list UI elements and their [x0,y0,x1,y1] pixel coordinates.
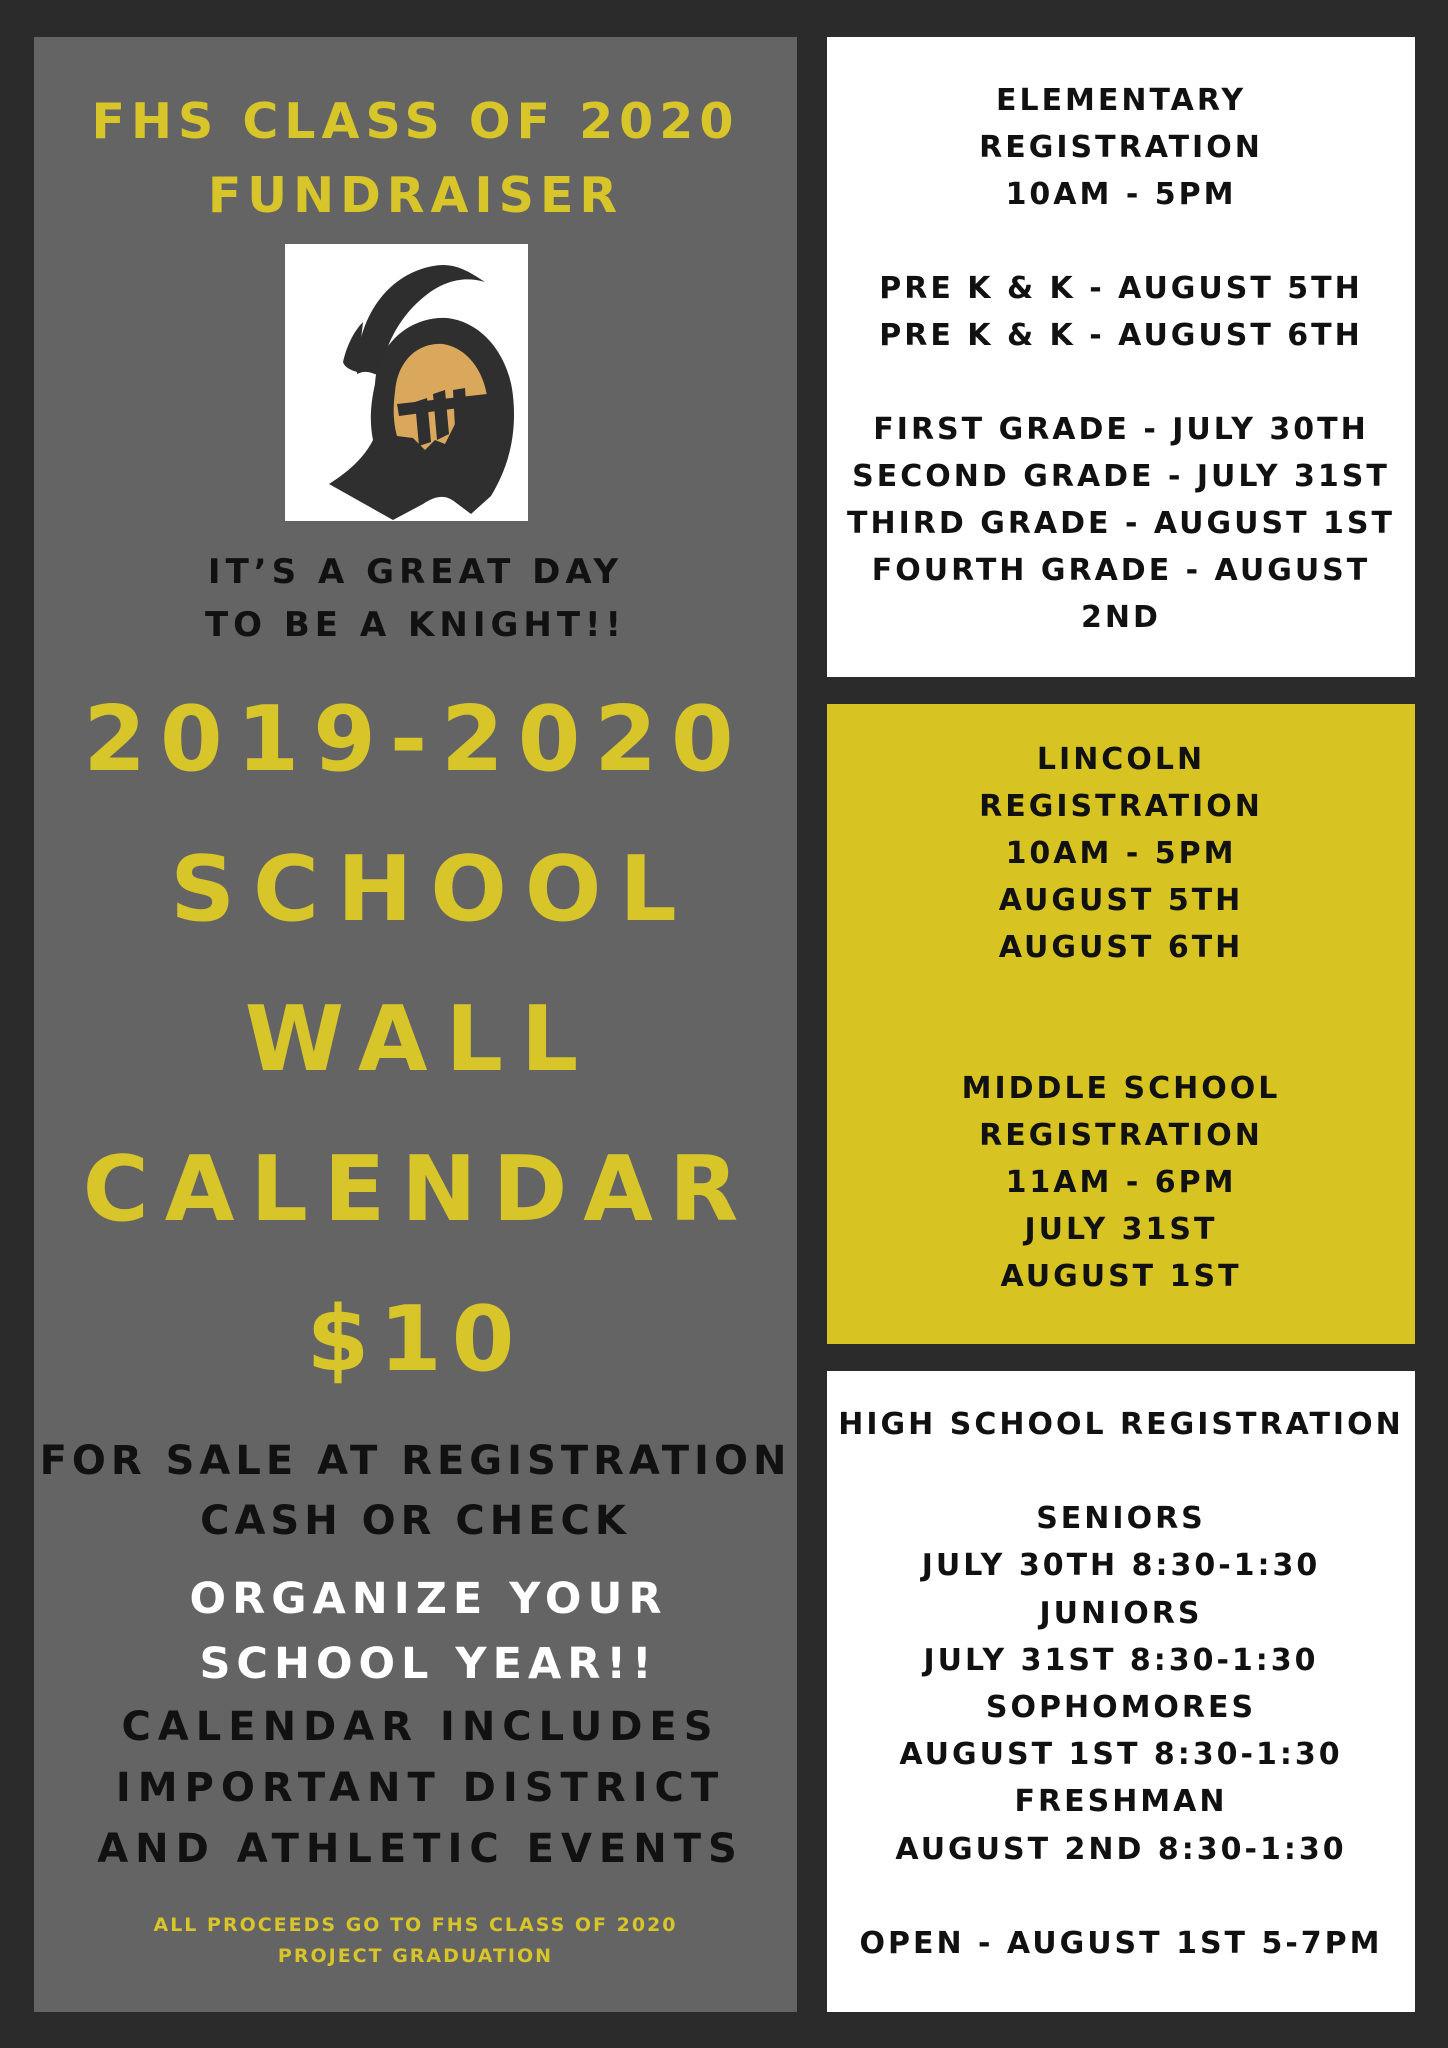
high-school-line: SOPHOMORES [985,1690,1257,1726]
tagline-line: IT’S A GREAT DAY [207,552,624,592]
tagline [34,546,797,652]
middle-school-line: AUGUST 1ST [1000,1259,1242,1294]
tagline-line: TO BE A KNIGHT!! [204,605,627,645]
grade-date: SECOND GRADE - JULY 31ST [852,459,1390,494]
calendar-title-wall: WALL [244,987,597,1092]
organize-slogan-line: ORGANIZE YOUR [189,1574,668,1624]
grade-date: FOURTH GRADE - AUGUST 2ND [871,553,1371,635]
elementary-heading: REGISTRATION [979,130,1263,165]
lincoln-line: AUGUST 6TH [998,930,1244,965]
high-school-line: FRESHMAN [1014,1784,1228,1820]
fundraiser-title-line: FUNDRAISER [207,167,624,224]
calendar-price: $10 [306,1287,525,1392]
middle-school-line: 11AM - 6PM [1005,1165,1237,1200]
knight-helmet-icon [285,244,528,521]
calendar-includes-line: CALENDAR INCLUDES [121,1704,720,1750]
calendar-includes [34,1697,797,1880]
grade-date: THIRD GRADE - AUGUST 1ST [847,506,1395,541]
fundraiser-title-line: FHS CLASS OF 2020 [91,93,740,150]
high-school-line: AUGUST 2ND 8:30-1:30 [895,1831,1347,1867]
lincoln-line: LINCOLN [1036,742,1206,777]
knight-helmet-logo [285,244,528,521]
proceeds-note-line: ALL PROCEEDS GO TO FHS CLASS OF 2020 [153,1914,678,1936]
lincoln-line: REGISTRATION [979,789,1263,824]
open-house-line: OPEN - AUGUST 1ST 5-7PM [859,1925,1383,1961]
elementary-hours: 10AM - 5PM [1005,177,1237,212]
middle-school-line: MIDDLE SCHOOL [961,1071,1281,1106]
middle-school-line: JULY 31ST [1024,1212,1218,1247]
calendar-title-school: SCHOOL [170,837,695,942]
high-school-heading: HIGH SCHOOL REGISTRATION [838,1407,1404,1442]
calendar-includes-line: AND ATHLETIC EVENTS [97,1826,744,1872]
high-school-line: JULY 31ST 8:30-1:30 [923,1642,1319,1678]
high-school-line: SENIORS [1036,1501,1206,1537]
organize-slogan-line: SCHOOL YEAR!! [199,1639,658,1689]
middle-school-line: REGISTRATION [979,1118,1263,1153]
calendar-year: 2019-2020 [83,687,748,792]
lincoln-line: AUGUST 5TH [998,883,1244,918]
high-school-line: AUGUST 1ST 8:30-1:30 [899,1737,1343,1773]
elementary-heading: ELEMENTARY [995,83,1247,118]
proceeds-note-line: PROJECT GRADUATION [277,1945,554,1967]
organize-slogan [34,1567,797,1697]
elementary-registration-box [827,37,1415,677]
grade-date: FIRST GRADE - JULY 30TH [873,412,1369,447]
lincoln-middle-registration-box [827,704,1415,1344]
high-school-line: JULY 30TH 8:30-1:30 [921,1548,1321,1584]
prek-date: PRE K & K - AUGUST 5TH [879,271,1363,306]
calendar-title-calendar: CALENDAR [82,1137,755,1242]
sale-info-line: FOR SALE AT REGISTRATION [39,1438,792,1484]
high-school-registration-box [827,1371,1415,2012]
fundraiser-title [34,85,797,233]
fundraiser-panel [34,37,797,2012]
sale-info-line: CASH OR CHECK [200,1498,631,1544]
lincoln-line: 10AM - 5PM [1005,836,1237,871]
sale-info [34,1431,797,1551]
proceeds-note [34,1910,797,1972]
high-school-line: JUNIORS [1039,1595,1203,1631]
calendar-includes-line: IMPORTANT DISTRICT [115,1765,726,1811]
prek-date: PRE K & K - AUGUST 6TH [879,318,1363,353]
